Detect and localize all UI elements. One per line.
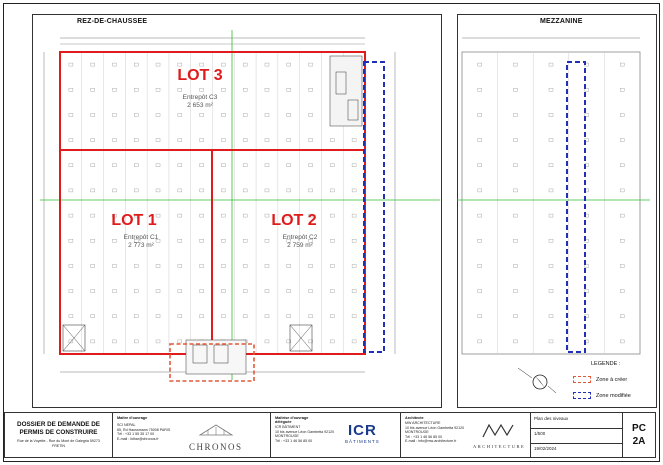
- column-marker: [156, 189, 160, 192]
- column-marker: [352, 214, 356, 217]
- column-marker: [309, 113, 313, 116]
- column-marker: [549, 63, 553, 66]
- column-marker: [221, 88, 225, 91]
- column-marker: [221, 315, 225, 318]
- column-marker: [156, 164, 160, 167]
- column-marker: [330, 340, 334, 343]
- column-marker: [200, 214, 204, 217]
- owner-address: 85, Rd Haussmann 75008 PARIS: [117, 427, 171, 432]
- column-marker: [91, 214, 95, 217]
- tb-owner: [113, 413, 271, 457]
- sheet-date: 19/02/2024: [534, 446, 557, 451]
- column-marker: [112, 189, 116, 192]
- ground-floor-title: REZ-DE-CHAUSSEE: [77, 18, 148, 25]
- column-marker: [69, 164, 73, 167]
- tb-delegate: [271, 413, 401, 457]
- column-marker: [620, 63, 624, 66]
- column-marker: [265, 340, 269, 343]
- column-marker: [91, 139, 95, 142]
- column-marker: [309, 264, 313, 267]
- column-marker: [112, 164, 116, 167]
- column-marker: [221, 189, 225, 192]
- column-marker: [178, 164, 182, 167]
- architect-head: Architecte: [405, 416, 424, 420]
- column-marker: [156, 340, 160, 343]
- column-marker: [156, 88, 160, 91]
- site-address: Rue de la Voyette - Rue du Mont de Galegria 59273 FRETIN: [17, 439, 100, 448]
- column-marker: [309, 63, 313, 66]
- column-marker: [309, 88, 313, 91]
- column-marker: [243, 264, 247, 267]
- column-marker: [112, 264, 116, 267]
- tb-sheet-info: [531, 413, 623, 457]
- sheet-divider-2: [531, 443, 622, 444]
- column-marker: [265, 189, 269, 192]
- column-marker: [513, 164, 517, 167]
- column-marker: [156, 113, 160, 116]
- column-marker: [352, 290, 356, 293]
- column-marker: [620, 113, 624, 116]
- column-marker: [478, 340, 482, 343]
- column-marker: [352, 139, 356, 142]
- column-marker: [478, 189, 482, 192]
- column-marker: [243, 214, 247, 217]
- column-marker: [330, 315, 334, 318]
- column-marker: [112, 239, 116, 242]
- column-marker: [178, 315, 182, 318]
- column-marker: [478, 113, 482, 116]
- column-marker: [178, 239, 182, 242]
- column-marker: [243, 290, 247, 293]
- column-marker: [156, 139, 160, 142]
- column-marker: [69, 88, 73, 91]
- column-marker: [309, 315, 313, 318]
- column-marker: [265, 264, 269, 267]
- column-marker: [69, 264, 73, 267]
- column-marker: [287, 290, 291, 293]
- column-marker: [221, 290, 225, 293]
- column-marker: [178, 264, 182, 267]
- column-marker: [221, 63, 225, 66]
- owner-mail: E-mail : lidhar@chronos.fr: [117, 436, 159, 441]
- column-marker: [243, 113, 247, 116]
- column-marker: [178, 290, 182, 293]
- mw-logo: [473, 421, 525, 449]
- column-marker: [178, 139, 182, 142]
- legend-item-modified: [573, 392, 631, 399]
- column-marker: [585, 113, 589, 116]
- chronos-logo-text: CHRONOS: [189, 442, 243, 452]
- column-marker: [330, 164, 334, 167]
- column-marker: [513, 113, 517, 116]
- column-marker: [134, 113, 138, 116]
- lot-2-room: Entrepôt C2: [282, 234, 318, 241]
- lot-1-label: LOT 1: [111, 212, 157, 229]
- column-marker: [287, 63, 291, 66]
- column-marker: [287, 315, 291, 318]
- lot-2-label: LOT 2: [271, 212, 317, 229]
- lot-1-room: Entrepôt C1: [123, 234, 159, 241]
- owner-name: SCI NEPAL: [117, 423, 136, 427]
- column-marker: [352, 164, 356, 167]
- column-marker: [309, 139, 313, 142]
- column-marker: [69, 239, 73, 242]
- chronos-logo: [189, 423, 243, 452]
- column-marker: [265, 214, 269, 217]
- north-arrow-icon: [518, 368, 556, 393]
- column-marker: [330, 239, 334, 242]
- column-marker: [549, 164, 553, 167]
- tb-architect: [401, 413, 531, 457]
- column-marker: [330, 290, 334, 293]
- column-marker: [620, 139, 624, 142]
- column-marker: [91, 239, 95, 242]
- column-marker: [200, 290, 204, 293]
- column-marker: [478, 63, 482, 66]
- column-marker: [221, 164, 225, 167]
- column-marker: [91, 63, 95, 66]
- column-marker: [91, 340, 95, 343]
- column-marker: [134, 164, 138, 167]
- column-marker: [620, 214, 624, 217]
- column-marker: [549, 88, 553, 91]
- column-marker: [330, 189, 334, 192]
- legend-item-create: [573, 376, 627, 383]
- column-marker: [243, 139, 247, 142]
- column-marker: [221, 239, 225, 242]
- column-marker: [620, 340, 624, 343]
- dossier-line-1: DOSSIER DE DEMANDE DE: [17, 421, 100, 428]
- column-marker: [200, 189, 204, 192]
- column-marker: [134, 340, 138, 343]
- column-marker: [91, 290, 95, 293]
- tb-code: [623, 413, 655, 457]
- owner-head: Maître d'ouvrage: [117, 416, 148, 420]
- column-marker: [134, 139, 138, 142]
- zone-modified-ground: [364, 62, 384, 352]
- column-marker: [69, 214, 73, 217]
- lot-3-label: LOT 3: [177, 67, 223, 84]
- column-marker: [112, 139, 116, 142]
- owner-phone: Tél : +33 1 55 35 17 00: [117, 432, 155, 437]
- column-marker: [91, 189, 95, 192]
- column-marker: [134, 88, 138, 91]
- lot-3-room: Entrepôt C3: [182, 94, 218, 101]
- column-marker: [478, 315, 482, 318]
- column-marker: [112, 340, 116, 343]
- column-marker: [478, 239, 482, 242]
- icr-logo-sub: BÂTIMENTS: [345, 439, 380, 444]
- architect-mail: E-mail : info@mw-architecture.fr: [405, 439, 457, 444]
- column-marker: [478, 214, 482, 217]
- sheet-code-2: 2A: [632, 436, 646, 447]
- column-marker: [513, 88, 517, 91]
- column-marker: [265, 139, 269, 142]
- column-marker: [69, 139, 73, 142]
- column-marker: [200, 239, 204, 242]
- column-marker: [513, 214, 517, 217]
- column-marker: [112, 113, 116, 116]
- column-marker: [478, 290, 482, 293]
- column-marker: [352, 315, 356, 318]
- column-marker: [178, 113, 182, 116]
- column-marker: [478, 139, 482, 142]
- column-marker: [91, 164, 95, 167]
- column-marker: [352, 264, 356, 267]
- column-marker: [200, 63, 204, 66]
- column-marker: [549, 290, 553, 293]
- column-marker: [200, 315, 204, 318]
- lot-3-area: 2 653 m²: [187, 102, 213, 109]
- column-marker: [549, 315, 553, 318]
- chronos-logo-icon: [196, 423, 236, 437]
- column-marker: [549, 214, 553, 217]
- column-marker: [478, 88, 482, 91]
- column-marker: [265, 113, 269, 116]
- column-marker: [112, 315, 116, 318]
- mezzanine-title: MEZZANINE: [540, 18, 583, 25]
- mw-logo-text: ARCHITECTURE: [473, 444, 526, 449]
- sheet-scale: 1/500: [534, 431, 546, 436]
- legend-label-modified: Zone modifiée: [596, 392, 631, 399]
- column-marker: [309, 290, 313, 293]
- column-marker: [134, 189, 138, 192]
- column-marker: [620, 164, 624, 167]
- column-marker: [549, 189, 553, 192]
- column-marker: [549, 139, 553, 142]
- column-marker: [243, 315, 247, 318]
- delegate-phone: Tél : +33 1 46 56 85 00: [275, 438, 313, 443]
- column-marker: [200, 264, 204, 267]
- sheet-code-1: PC: [632, 423, 646, 434]
- column-marker: [112, 88, 116, 91]
- column-marker: [620, 290, 624, 293]
- column-marker: [178, 340, 182, 343]
- sheet-divider-1: [531, 428, 622, 429]
- column-marker: [549, 113, 553, 116]
- column-marker: [134, 290, 138, 293]
- column-marker: [243, 189, 247, 192]
- architect-name: MW ARCHITECTURE: [405, 421, 441, 425]
- mezzanine-outline: [462, 52, 640, 354]
- column-marker: [513, 139, 517, 142]
- column-marker: [243, 164, 247, 167]
- column-marker: [287, 189, 291, 192]
- column-marker: [513, 189, 517, 192]
- architect-address: 10 bis avenue Léon Gambetta 92120 MONTROUGE: [405, 425, 465, 435]
- column-marker: [287, 264, 291, 267]
- column-marker: [200, 113, 204, 116]
- column-marker: [112, 290, 116, 293]
- column-marker: [91, 88, 95, 91]
- zone-modified-mezzanine: [567, 62, 585, 352]
- column-marker: [330, 264, 334, 267]
- column-marker: [200, 139, 204, 142]
- column-marker: [352, 239, 356, 242]
- column-marker: [513, 264, 517, 267]
- column-marker: [69, 290, 73, 293]
- column-marker: [69, 189, 73, 192]
- column-marker: [513, 239, 517, 242]
- delegate-name: ICR BÂTIMENT: [275, 425, 301, 429]
- icr-logo-text: ICR: [347, 422, 377, 439]
- dossier-line-2: PERMIS DE CONSTRUIRE: [19, 428, 98, 436]
- column-marker: [478, 164, 482, 167]
- icr-logo: [345, 422, 380, 444]
- title-block: [4, 412, 656, 458]
- column-marker: [134, 63, 138, 66]
- column-marker: [91, 264, 95, 267]
- column-marker: [330, 139, 334, 142]
- column-marker: [221, 139, 225, 142]
- column-marker: [178, 88, 182, 91]
- column-marker: [200, 88, 204, 91]
- column-marker: [178, 189, 182, 192]
- column-marker: [352, 340, 356, 343]
- column-marker: [69, 315, 73, 318]
- column-marker: [243, 239, 247, 242]
- column-marker: [620, 189, 624, 192]
- column-marker: [243, 88, 247, 91]
- column-marker: [620, 315, 624, 318]
- column-marker: [221, 264, 225, 267]
- column-marker: [91, 113, 95, 116]
- lot-2-outline: [212, 150, 365, 354]
- column-marker: [69, 63, 73, 66]
- column-marker: [478, 264, 482, 267]
- column-marker: [330, 214, 334, 217]
- column-marker: [549, 340, 553, 343]
- legend-swatch-modified: [573, 392, 591, 399]
- column-marker: [221, 113, 225, 116]
- column-marker: [513, 63, 517, 66]
- column-marker: [69, 113, 73, 116]
- column-marker: [620, 88, 624, 91]
- column-marker: [156, 290, 160, 293]
- column-marker: [112, 63, 116, 66]
- lot-1-outline: [60, 150, 212, 354]
- column-marker: [178, 63, 182, 66]
- column-marker: [265, 164, 269, 167]
- column-marker: [287, 139, 291, 142]
- column-marker: [513, 290, 517, 293]
- architect-phone: Tél : +33 1 46 56 85 00: [405, 434, 443, 439]
- lot-1-area: 2 773 m²: [128, 242, 154, 249]
- column-marker: [156, 315, 160, 318]
- lot-2-area: 2 759 m²: [287, 242, 313, 249]
- column-marker: [287, 113, 291, 116]
- column-marker: [287, 88, 291, 91]
- column-marker: [265, 63, 269, 66]
- column-marker: [513, 315, 517, 318]
- mw-logo-icon: [479, 421, 519, 439]
- sheet-name: Plan des niveaux: [534, 416, 569, 421]
- column-marker: [134, 315, 138, 318]
- column-marker: [265, 239, 269, 242]
- column-marker: [156, 63, 160, 66]
- column-marker: [513, 340, 517, 343]
- tb-dossier: [5, 413, 113, 457]
- column-marker: [549, 264, 553, 267]
- column-marker: [287, 164, 291, 167]
- column-marker: [178, 214, 182, 217]
- column-marker: [200, 164, 204, 167]
- column-marker: [352, 189, 356, 192]
- column-marker: [265, 88, 269, 91]
- column-marker: [309, 164, 313, 167]
- column-marker: [309, 189, 313, 192]
- column-marker: [91, 315, 95, 318]
- delegate-address: 10 bis avenue Léon Gambetta 92120 MONTROUGE: [275, 429, 335, 439]
- column-marker: [549, 239, 553, 242]
- column-marker: [265, 290, 269, 293]
- column-marker: [156, 264, 160, 267]
- delegate-head: Maîtrise d'ouvrage déléguée: [275, 416, 309, 424]
- legend-title: LEGENDE :: [591, 361, 621, 367]
- column-marker: [243, 63, 247, 66]
- legend-swatch-create: [573, 376, 591, 383]
- column-marker: [134, 264, 138, 267]
- legend-label-create: Zone à créer: [596, 376, 628, 383]
- structural-grid-mezzanine: [478, 52, 624, 354]
- column-marker: [265, 315, 269, 318]
- column-marker: [620, 264, 624, 267]
- column-marker: [620, 239, 624, 242]
- column-marker: [221, 214, 225, 217]
